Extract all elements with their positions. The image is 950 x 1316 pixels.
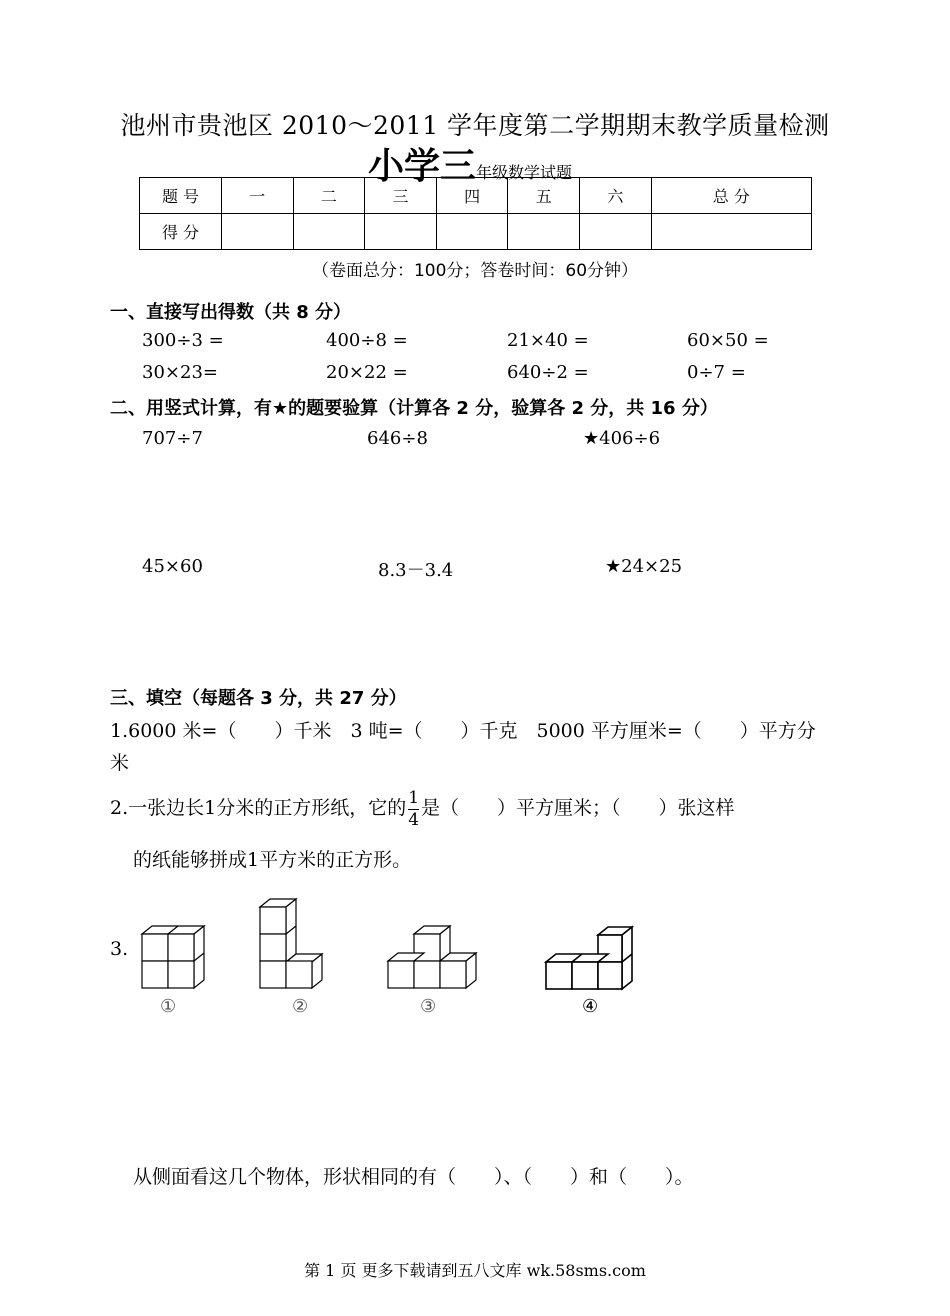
score-table [139, 177, 812, 250]
expr-item: 300÷3 = [142, 330, 224, 351]
question3-label: 3. [110, 938, 129, 960]
score-cell: 五 [508, 178, 580, 214]
figure-label: ① [160, 996, 177, 1017]
expr-item: 0÷7 = [687, 362, 746, 383]
score-blank[interactable] [651, 214, 811, 250]
score-cell: 总 分 [651, 178, 811, 214]
score-cell: 四 [436, 178, 508, 214]
cube-front-face [572, 962, 598, 989]
score-row-label: 得 分 [140, 214, 222, 250]
cube-front-face [142, 961, 168, 988]
score-cell: 一 [222, 178, 294, 214]
question2-line1 [110, 784, 735, 832]
question2-text-after: 是（ ）平方厘米；（ ）张这样 [421, 797, 735, 819]
fraction-numerator: 1 [408, 787, 420, 808]
cube-front-face [168, 961, 194, 988]
expr-item: 640÷2 = [507, 362, 589, 383]
cube-front-face [286, 961, 312, 988]
subtitle-grade: 小学三 [368, 146, 477, 187]
score-blank[interactable] [580, 214, 652, 250]
fraction-denominator: 4 [408, 809, 420, 830]
vertical-calc-item: 8.3－3.4 [378, 560, 454, 581]
subtitle-subject: 年级数学试题 [476, 163, 573, 182]
question1-line1: 1.6000 米=（ ）千米 3 吨=（ ）千克 5000 平方厘米=（ ）平方分 [110, 720, 816, 742]
cube-figure-2 [256, 896, 328, 992]
score-table-score-row [140, 214, 812, 250]
vertical-calc-item: ★24×25 [605, 556, 683, 577]
score-blank[interactable] [222, 214, 294, 250]
cube-front-face [168, 934, 194, 961]
score-cell: 三 [365, 178, 437, 214]
vertical-calc-item: 646÷8 [367, 428, 428, 449]
score-blank[interactable] [293, 214, 365, 250]
fraction-one-quarter [408, 787, 420, 830]
cube-figure-3 [384, 924, 484, 992]
section2-title: 二、用竖式计算，有★的题要验算（计算各 2 分，验算各 2 分，共 16 分） [110, 398, 718, 419]
expr-item: 21×40 = [507, 330, 589, 351]
expr-item: 400÷8 = [326, 330, 408, 351]
score-blank[interactable] [508, 214, 580, 250]
figure-label: ④ [582, 996, 599, 1017]
cube-front-face [598, 962, 622, 989]
cube-front-face [260, 934, 286, 961]
vertical-calc-item: ★406÷6 [583, 428, 661, 449]
section1-title: 一、直接写出得数（共 8 分） [110, 302, 352, 323]
exam-title: 池州市贵池区 2010～2011 学年度第二学期期末教学质量检测 [120, 111, 830, 140]
cube-front-face [440, 961, 466, 988]
vertical-calc-item: 707÷7 [142, 428, 203, 449]
cube-front-face [546, 962, 572, 989]
cube-front-face [388, 961, 414, 988]
cube-figure-1 [138, 924, 210, 992]
figure-label: ② [292, 996, 309, 1017]
expr-item: 60×50 = [687, 330, 769, 351]
score-cell: 题 号 [140, 178, 222, 214]
figure-label: ③ [420, 996, 437, 1017]
expr-item: 30×23= [142, 362, 218, 383]
question1-line2: 米 [110, 752, 130, 774]
score-cell: 六 [580, 178, 652, 214]
cube-figure-4 [542, 924, 642, 994]
expr-item: 20×22 = [326, 362, 408, 383]
score-table-header-row [140, 178, 812, 214]
score-blank[interactable] [436, 214, 508, 250]
question3-text: 从侧面看这几个物体，形状相同的有（ ）、（ ）和（ ）。 [133, 1166, 694, 1188]
question2-text-before: 2.一张边长1分米的正方形纸，它的 [110, 797, 407, 819]
question2-line2: 的纸能够拼成1平方米的正方形。 [133, 849, 412, 871]
vertical-calc-item: 45×60 [142, 556, 203, 577]
score-cell: 二 [293, 178, 365, 214]
page-footer: 第 1 页 更多下载请到五八文库 wk.58sms.com [304, 1261, 646, 1280]
cube-front-face [414, 961, 440, 988]
cube-front-face [260, 961, 286, 988]
score-blank[interactable] [365, 214, 437, 250]
section3-title: 三、填空（每题各 3 分，共 27 分） [110, 688, 407, 709]
cube-front-face [142, 934, 168, 961]
cube-front-face [260, 907, 286, 934]
exam-note: （卷面总分：100分；答卷时间：60分钟） [311, 261, 639, 281]
